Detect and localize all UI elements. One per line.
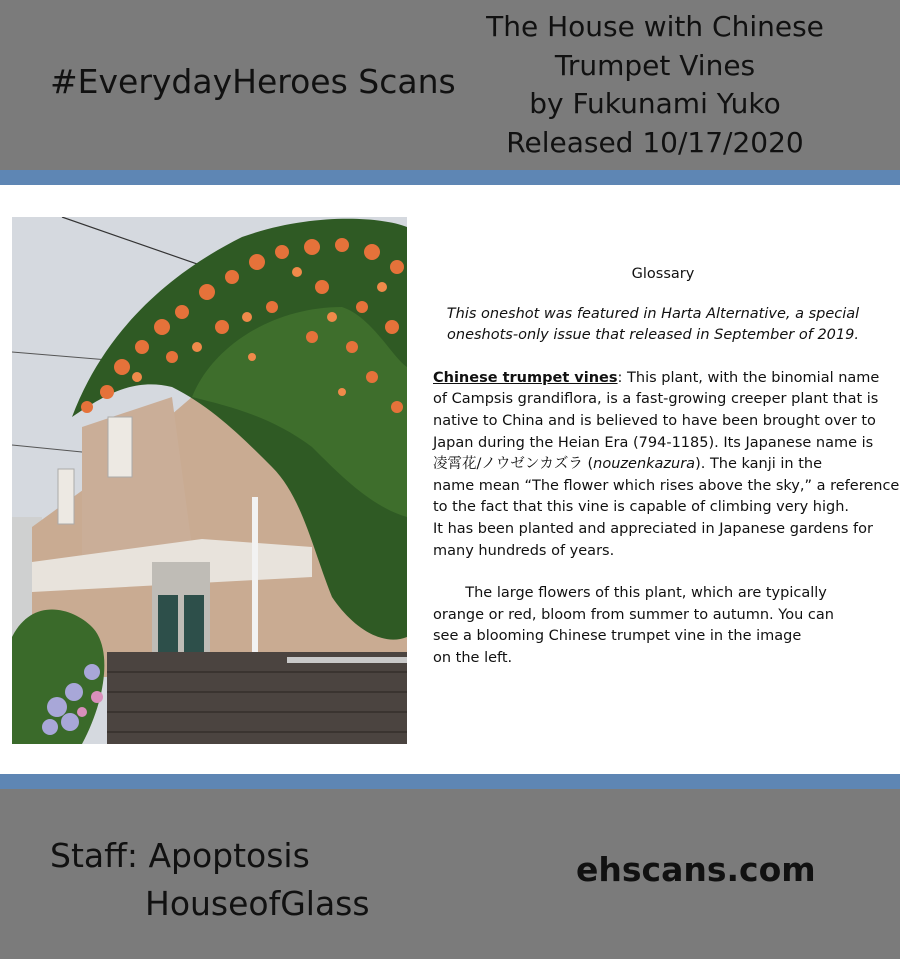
header-stripe — [0, 170, 900, 185]
glossary-term: Chinese trumpet vines — [433, 369, 618, 386]
para2-line: orange or red, bloom from summer to autumn. You can — [433, 606, 834, 623]
entry-line: native to China and is believed to have been brought over to — [433, 412, 876, 429]
entry-line: many hundreds of years. — [433, 542, 615, 559]
glossary-heading: Glossary — [631, 266, 695, 282]
para2-line: on the left. — [433, 649, 513, 666]
intro-line: oneshots-only issue that released in September of 2019. — [447, 327, 859, 344]
staff-credits — [50, 832, 370, 928]
release-line: Released 10/17/2020 — [506, 125, 804, 159]
title-line: Trumpet Vines — [554, 48, 756, 82]
glossary-intro — [433, 304, 873, 347]
term-suffix: : This plant, with the binomial name — [617, 369, 880, 386]
entry-line: It has been planted and appreciated in Japanese gardens for — [433, 520, 873, 537]
group-name: #EverydayHeroes Scans — [50, 62, 456, 101]
intro-line: This oneshot was featured in Harta Alternative, a special — [446, 305, 860, 322]
house-photo — [12, 217, 407, 744]
entry-line: to the fact that this vine is capable of climbing very high. — [433, 499, 850, 516]
glossary — [433, 264, 900, 670]
site-url: ehscans.com — [576, 850, 816, 889]
romaji: nouzenkazura — [593, 456, 696, 473]
kanji-prefix: 凌霄花/ノウゼンカズラ ( — [433, 456, 594, 473]
staff-label: Staff: Apoptosis — [50, 836, 310, 875]
kanji-line — [433, 454, 873, 476]
title-block — [460, 8, 850, 162]
entry-line: Japan during the Heian Era (794-1185). Its Japanese name is — [433, 434, 874, 451]
footer-stripe — [0, 774, 900, 789]
para2-line: see a blooming Chinese trumpet vine in the image — [433, 628, 802, 645]
glossary-entry — [433, 368, 900, 562]
para2-line: The large flowers of this plant, which are typically — [433, 585, 827, 602]
author-line: by Fukunami Yuko — [529, 87, 781, 120]
entry-first-line — [433, 368, 880, 390]
entry-line: of Campsis grandiflora, is a fast-growing creeper plant that is — [433, 391, 879, 408]
kanji-suffix: ). The kanji in the — [695, 456, 823, 473]
staff-member: HouseofGlass — [145, 884, 370, 923]
title-line: The House with Chinese — [486, 10, 824, 43]
glossary-paragraph-2 — [433, 583, 873, 669]
entry-line: name mean “The flower which rises above the sky,” a reference — [433, 477, 900, 494]
